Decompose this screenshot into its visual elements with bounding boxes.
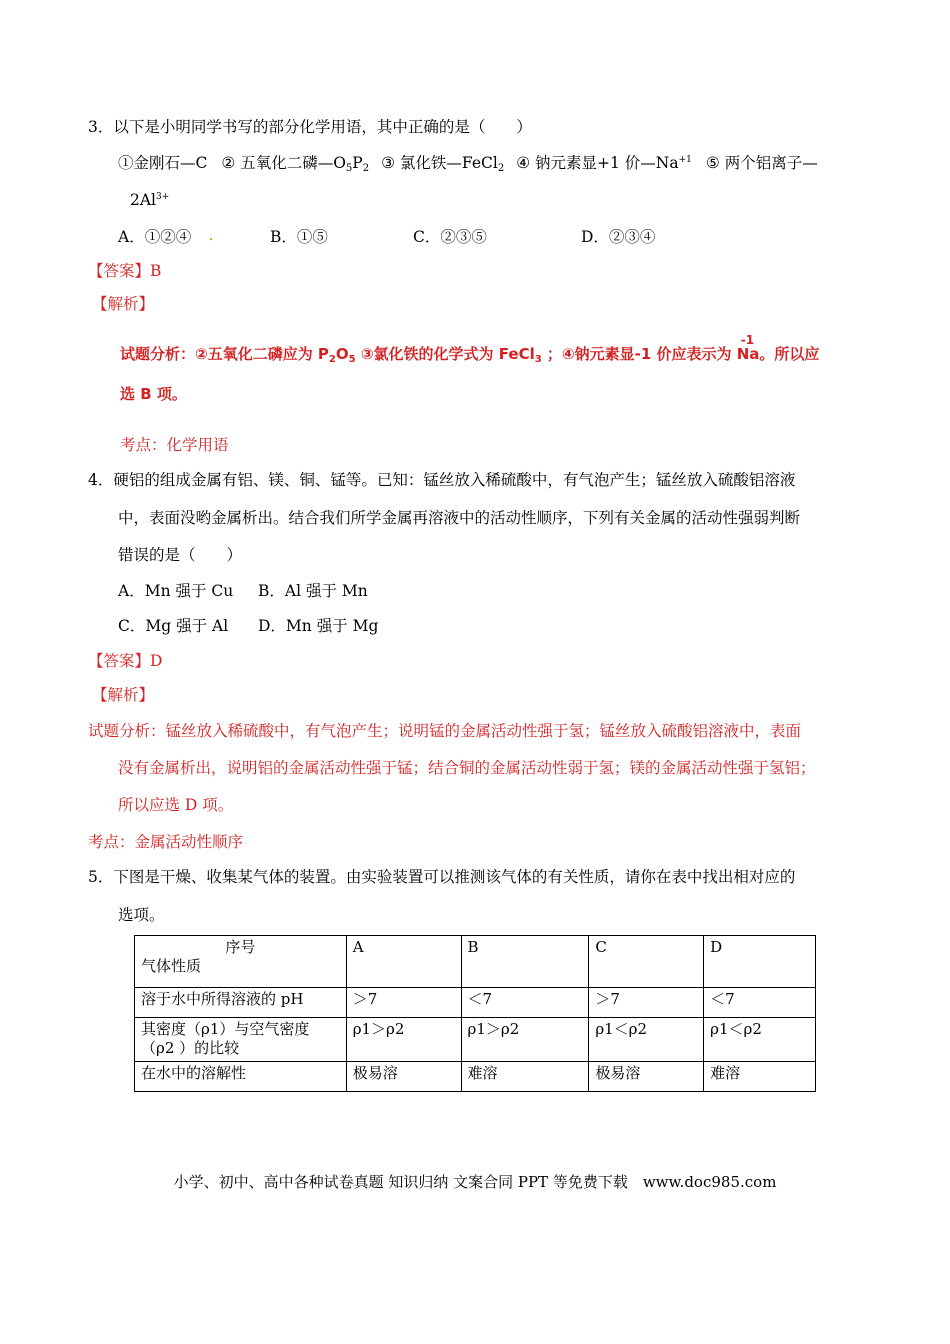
q4-option-b: B．Al 强于 Mn	[258, 582, 368, 600]
q4-answer: 【答案】D	[88, 652, 163, 670]
row-label-density: 其密度（ρ1）与空气密度（ρ2 ）的比较	[135, 1018, 347, 1062]
q3-items: ①金刚石—C ② 五氧化二磷$—O_5P_2$ ③ 氯化铁—FeCl$_2$ ④ 钠元素显+1 价$—Na^{+1}$ ⑤ 两个铝离子—	[118, 154, 818, 174]
col-header-c: C	[589, 936, 704, 988]
table-cell: ＜7	[461, 988, 589, 1018]
q3-analysis-label: 【解析】	[92, 295, 155, 313]
sodium-valence: Na -1	[736, 333, 760, 363]
q4-option-c: C．Mg 强于 Al	[118, 617, 229, 635]
table-cell: 极易溶	[346, 1062, 461, 1092]
q4-stem-line3: 错误的是（ ）	[118, 546, 243, 564]
table-cell: 极易溶	[589, 1062, 704, 1092]
q3-option-b: B．①⑤	[270, 228, 328, 246]
table-row	[135, 988, 816, 1018]
q4-option-d: D．Mn 强于 Mg	[258, 617, 379, 635]
row-label-ph: 溶于水中所得溶液的 pH	[135, 988, 347, 1018]
table-cell: 难溶	[704, 1062, 816, 1092]
table-cell: ρ1＜ρ2	[704, 1018, 816, 1062]
q3-option-c: C．②③⑤	[413, 228, 487, 246]
table-cell: ρ1＞ρ2	[346, 1018, 461, 1062]
q3-analysis-line1: 试题分析：②五氧化二磷应为 $P_2O_5$ ③氯化铁的化学式为 FeCl$_3$ ；④钠元素显-1 价应表示为 Na -1 。所以应	[120, 333, 820, 365]
stray-dot: .	[208, 224, 214, 245]
q4-analysis-line1: 试题分析：锰丝放入稀硫酸中，有气泡产生；说明锰的金属活动性强于氢；锰丝放入硫酸铝溶液中，表面	[88, 722, 802, 740]
q3-kaodian: 考点：化学用语	[120, 436, 229, 454]
q5-stem-line1: 5．下图是干燥、收集某气体的装置。由实验装置可以推测该气体的有关性质，请你在表中找出相对应的	[88, 868, 796, 886]
q4-analysis-line2: 没有金属析出，说明铝的金属活动性强于锰；结合铜的金属活动性弱于氢；镁的金属活动性强于氢铝；	[118, 759, 816, 777]
table-cell: 难溶	[461, 1062, 589, 1092]
q3-stem: 3．以下是小明同学书写的部分化学用语，其中正确的是（ ）	[88, 118, 532, 136]
q4-stem-line1: 4．硬铝的组成金属有铝、镁、铜、锰等。已知：锰丝放入稀硫酸中，有气泡产生；锰丝放入硫酸铝溶液	[88, 471, 796, 489]
col-header-b: B	[461, 936, 589, 988]
table-row	[135, 1062, 816, 1092]
q4-kaodian: 考点：金属活动性顺序	[88, 833, 244, 851]
table-cell: ρ1＜ρ2	[589, 1018, 704, 1062]
q4-stem-line2: 中，表面没哟金属析出。结合我们所学金属再溶液中的活动性顺序，下列有关金属的活动性强弱判断	[118, 509, 801, 527]
table-cell: ＞7	[346, 988, 461, 1018]
q3-answer: 【答案】B	[88, 262, 162, 280]
q3-analysis-line2: 选 B 项。	[120, 385, 187, 403]
col-header-a: A	[346, 936, 461, 988]
gas-properties-table	[134, 935, 816, 1092]
page-footer: 小学、初中、高中各种试卷真题 知识归纳 文案合同 PPT 等免费下载 www.doc985.com	[173, 1173, 777, 1191]
col-header-d: D	[704, 936, 816, 988]
row-label-solubility: 在水中的溶解性	[135, 1062, 347, 1092]
q3-option-a: A．①②④	[118, 228, 192, 246]
table-corner-cell: 序号 气体性质	[135, 936, 347, 988]
q4-option-a: A．Mn 强于 Cu	[118, 582, 234, 600]
q4-analysis-label: 【解析】	[92, 686, 155, 704]
q5-stem-line2: 选项。	[118, 906, 165, 924]
q4-analysis-line3: 所以应选 D 项。	[118, 796, 234, 814]
table-header-row	[135, 936, 816, 988]
table-cell: ρ1＞ρ2	[461, 1018, 589, 1062]
q3-option-d: D．②③④	[581, 228, 656, 246]
q3-items-cont: $2Al^{3+}$	[130, 191, 170, 209]
table-cell: ＞7	[589, 988, 704, 1018]
table-row	[135, 1018, 816, 1062]
table-cell: ＜7	[704, 988, 816, 1018]
